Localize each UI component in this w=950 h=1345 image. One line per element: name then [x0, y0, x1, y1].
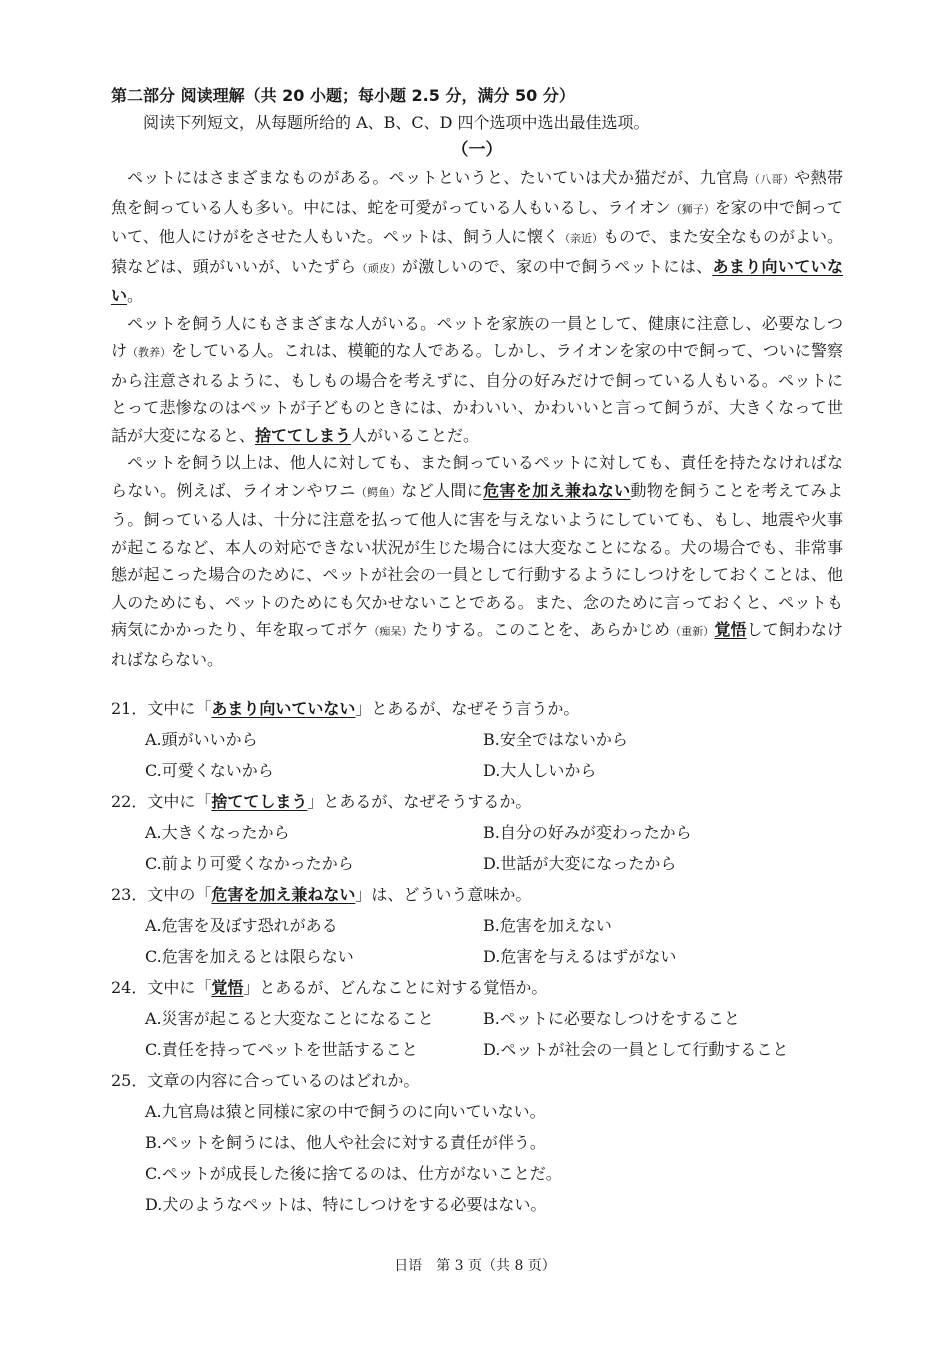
page-footer: 日语 第 3 页（共 8 页）: [394, 1258, 556, 1274]
passage-paragraph-1: ペットにはさまざまなものがある。ペットというと、たいていは犬か猫だが、九官鳥（八哥）や熱帯魚を飼っている人も多い。中には、蛇を可愛がっている人もいるし、ライオン（狮子）を家の中で飼っていて、他人にけがをさせた人もいた。ペットは、飼う人に懐く（亲近）もので、また安全なものがよい。猿などは、頭がいいが、いたずら（顽皮）が激しいので、家の中で飼うペットには、あまり向いていない。: [111, 168, 844, 305]
question-stem: 24．文中に「覚悟」とあるが、どんなことに対する覚悟か。: [111, 978, 548, 997]
option-c[interactable]: C.前より可愛くなかったから: [145, 854, 354, 873]
exam-page: [111, 84, 843, 1220]
option-d[interactable]: D.ペットが社会の一員として行動すること: [483, 1040, 789, 1059]
option-a[interactable]: A.頭がいいから: [145, 730, 258, 749]
option-c[interactable]: C.責任を持ってペットを世話すること: [145, 1040, 418, 1059]
option-d[interactable]: D.大人しいから: [483, 761, 597, 780]
option-a[interactable]: A.危害を及ぼす恐れがある: [145, 916, 338, 935]
option-b[interactable]: B.自分の好みが変わったから: [483, 823, 692, 842]
underlined-phrase: あまり向いていない: [111, 256, 843, 305]
question-list: [111, 693, 843, 1220]
option-d[interactable]: D.犬のようなペットは、特にしつけをする必要はない。: [145, 1195, 547, 1214]
option-b[interactable]: B.安全ではないから: [483, 730, 628, 749]
underlined-phrase: 覚悟: [714, 620, 747, 639]
option-b[interactable]: B.ペットに必要なしつけをすること: [483, 1009, 740, 1028]
option-c[interactable]: C.ペットが成長した後に捨てるのは、仕方がないことだ。: [145, 1164, 562, 1183]
question-22: [111, 786, 843, 879]
option-b[interactable]: B.ペットを飼うには、他人や社会に対する責任が伴う。: [145, 1133, 546, 1152]
option-b[interactable]: B.危害を加えない: [483, 916, 612, 935]
option-d[interactable]: D.世話が大変になったから: [483, 854, 677, 873]
question-25: [111, 1065, 843, 1220]
instruction: 阅读下列短文，从每题所给的 A、B、C、D 四个选项中选出最佳选项。: [143, 113, 650, 132]
question-23: [111, 879, 843, 972]
question-stem: 21．文中に「あまり向いていない」とあるが、なぜそう言うか。: [111, 699, 580, 718]
question-21: [111, 693, 843, 786]
question-24: [111, 972, 843, 1065]
underlined-phrase: 危害を加え兼ねない: [483, 480, 631, 500]
option-d[interactable]: D.危害を与えるはずがない: [483, 947, 677, 966]
option-a[interactable]: A.大きくなったから: [145, 823, 290, 842]
question-stem: 22．文中に「捨ててしまう」とあるが、なぜそうするか。: [111, 792, 532, 811]
passage-title: （一）: [451, 140, 503, 160]
option-a[interactable]: A.災害が起こると大変なことになること: [145, 1009, 434, 1028]
option-c[interactable]: C.危害を加えるとは限らない: [145, 947, 354, 966]
passage-paragraph-3: ペットを飼う以上は、他人に対しても、また飼っているペットに対しても、責任を持たなければならない。例えば、ライオンやワニ（鳄鱼）など人間に危害を加え兼ねない動物を飼うことを考えてみよう。飼っている人は、十分に注意を払って他人に害を与えないようにしていても、もし、地震や火事が起こるなど、本人の対応できない状況が生じた場合には大変なことになる。犬の場合でも、非常事態が起こった場合のために、ペットが社会の一員として行動するようにしつけをしておくことは、他人のためにも、ペットのためにも欠かせないことである。また、念のために言っておくと、ペットも病気にかかったり、年を取ってボケ（痴呆）たりする。このことを、あらかじめ（重新）覚悟して飼わなければならない。: [111, 453, 843, 669]
section-title: 第二部分 阅读理解（共 20 小题；每小题 2.5 分，满分 50 分）: [111, 86, 575, 105]
option-c[interactable]: C.可愛くないから: [145, 761, 274, 780]
passage-paragraph-2: ペットを飼う人にもさまざまな人がいる。ペットを家族の一員として、健康に注意し、必要なしつけ（教养）をしている人。これは、模範的な人である。しかし、ライオンを家の中で飼って、ついに警察から注意されるように、もしもの場合を考えずに、自分の好みだけで飼っている人もいる。ペットにとって悲惨なのはペットが子どものときには、かわいい、かわいいと言って飼うが、大きくなって世話が大変になると、捨ててしまう人がいることだ。: [111, 313, 843, 445]
question-stem: 25．文章の内容に合っているのはどれか。: [111, 1071, 420, 1090]
underlined-phrase: 捨ててしまう: [255, 425, 352, 445]
question-stem: 23．文中の「危害を加え兼ねない」は、どういう意味か。: [111, 885, 532, 904]
option-a[interactable]: A.九官鳥は猿と同様に家の中で飼うのに向いていない。: [145, 1102, 546, 1121]
